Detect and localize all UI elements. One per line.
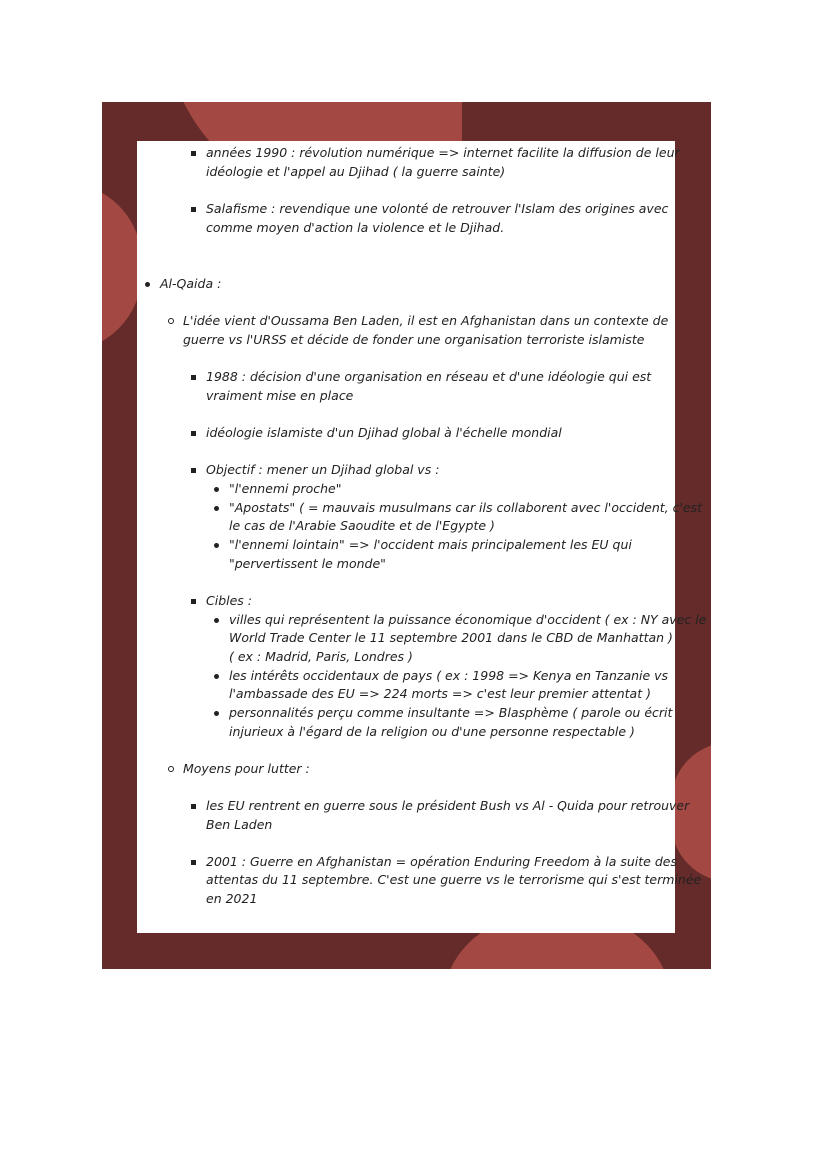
list-item: personnalités perçu comme insultante => Blasphème ( parole ou écrit [229, 704, 672, 723]
list-item-continuation: Ben Laden [206, 817, 273, 832]
list-item: "Apostats" ( = mauvais musulmans car ils collaborent avec l'occident, c'est [229, 499, 702, 518]
list-item-continuation: ( ex : Madrid, Paris, Londres ) [229, 649, 413, 664]
list-item-continuation: injurieux à l'égard de la religion ou d'une personne respectable ) [229, 724, 635, 739]
list-item: 2001 : Guerre en Afghanistan = opération Enduring Freedom à la suite des [206, 853, 677, 872]
list-item: "l'ennemi proche" [229, 480, 341, 499]
section-heading-al-qaida: Al-Qaida : [160, 275, 221, 294]
list-item: Cibles : [206, 592, 252, 611]
list-item-continuation: idéologie et l'appel au Djihad ( la guerre sainte) [206, 164, 506, 179]
list-item-continuation: guerre vs l'URSS et décide de fonder une organisation terroriste islamiste [183, 332, 645, 347]
list-item: les EU rentrent en guerre sous le président Bush vs Al - Quida pour retrouver [206, 797, 689, 816]
list-item-continuation: World Trade Center le 11 septembre 2001 dans le CBD de Manhattan ) [229, 630, 673, 645]
decorative-shape-left [102, 182, 142, 352]
list-item: idéologie islamiste d'un Djihad global à l'échelle mondial [206, 424, 562, 443]
list-item-continuation: en 2021 [206, 891, 258, 906]
list-item-continuation: l'ambassade des EU => 224 morts => c'est leur premier attentat ) [229, 686, 651, 701]
list-item: les intérêts occidentaux de pays ( ex : 1998 => Kenya en Tanzanie vs [229, 667, 668, 686]
list-item: L'idée vient d'Oussama Ben Laden, il est en Afghanistan dans un contexte de [183, 312, 668, 331]
list-item: "l'ennemi lointain" => l'occident mais principalement les EU qui [229, 536, 632, 555]
list-item: Objectif : mener un Djihad global vs : [206, 461, 439, 480]
list-item-continuation: "pervertissent le monde" [229, 556, 386, 571]
list-item: années 1990 : révolution numérique => internet facilite la diffusion de leur [206, 144, 680, 163]
list-item-continuation: le cas de l'Arabie Saoudite et de l'Egypte ) [229, 518, 495, 533]
list-item: villes qui représentent la puissance économique d'occident ( ex : NY avec le [229, 611, 706, 630]
list-item: 1988 : décision d'une organisation en réseau et d'une idéologie qui est [206, 368, 651, 387]
list-item-continuation: comme moyen d'action la violence et le Djihad. [206, 220, 505, 235]
list-item: Moyens pour lutter : [183, 760, 310, 779]
list-item-continuation: vraiment mise en place [206, 388, 354, 403]
list-item-continuation: attentas du 11 septembre. C'est une guerre vs le terrorisme qui s'est terminée [206, 872, 702, 887]
list-item: Salafisme : revendique une volonté de retrouver l'Islam des origines avec [206, 200, 668, 219]
